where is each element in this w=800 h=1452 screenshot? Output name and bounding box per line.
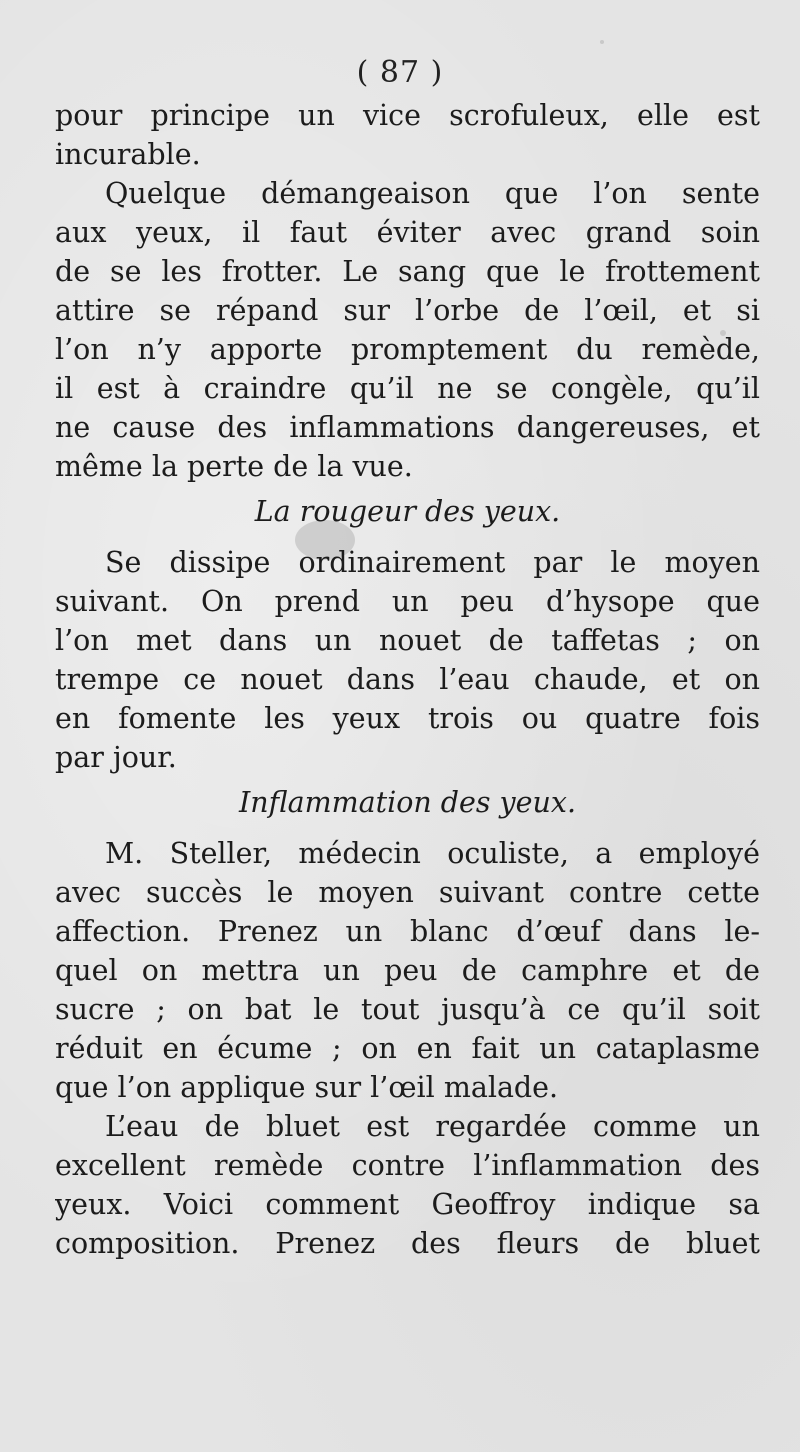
text-line: en fomente les yeux trois ou quatre fois — [55, 702, 760, 735]
text-line: l’on met dans un nouet de taffetas ; on — [55, 624, 760, 657]
text-line: attire se répand sur l’orbe de l’œil, et si — [55, 294, 760, 327]
section-heading: La rougeur des yeux. — [254, 495, 561, 528]
body-text — [55, 96, 760, 1263]
text-line: excellent remède contre l’inflammation des — [55, 1149, 760, 1182]
text-line: ne cause des inflammations dangereuses, et — [55, 411, 760, 444]
text-line: M. Steller, médecin oculiste, a employé — [105, 837, 760, 870]
text-line: réduit en écume ; on en fait un cataplasme — [55, 1032, 760, 1065]
text-line: par jour. — [55, 741, 177, 774]
text-line: même la perte de la vue. — [55, 450, 413, 483]
text-line: suivant. On prend un peu d’hysope que — [55, 585, 760, 618]
section-heading: Inflammation des yeux. — [238, 786, 577, 819]
text-line: Se dissipe ordinairement par le moyen — [105, 546, 760, 579]
page-number: ( 87 ) — [356, 55, 444, 90]
text-line: aux yeux, il faut éviter avec grand soin — [55, 216, 760, 249]
text-line: trempe ce nouet dans l’eau chaude, et on — [55, 663, 760, 696]
text-line: yeux. Voici comment Geoffroy indique sa — [55, 1188, 760, 1221]
text-line: pour principe un vice scrofuleux, elle est — [55, 99, 760, 132]
text-line: avec succès le moyen suivant contre cette — [55, 876, 760, 909]
paper-speck — [600, 40, 604, 44]
text-line: quel on mettra un peu de camphre et de — [55, 954, 760, 987]
text-line: sucre ; on bat le tout jusqu’à ce qu’il soit — [55, 993, 760, 1026]
text-line: affection. Prenez un blanc d’œuf dans le- — [55, 915, 760, 948]
text-line: Quelque démangeaison que l’on sente — [105, 177, 760, 210]
text-line: l’on n’y apporte promptement du remède, — [55, 333, 760, 366]
text-line: il est à craindre qu’il ne se congèle, qu’il — [55, 372, 760, 405]
text-line: de se les frotter. Le sang que le frottement — [55, 255, 760, 288]
text-line: incurable. — [55, 138, 201, 171]
text-line: que l’on applique sur l’œil malade. — [55, 1071, 559, 1104]
text-line: composition. Prenez des fleurs de bluet — [55, 1227, 760, 1260]
text-line: L’eau de bluet est regardée comme un — [105, 1110, 760, 1143]
